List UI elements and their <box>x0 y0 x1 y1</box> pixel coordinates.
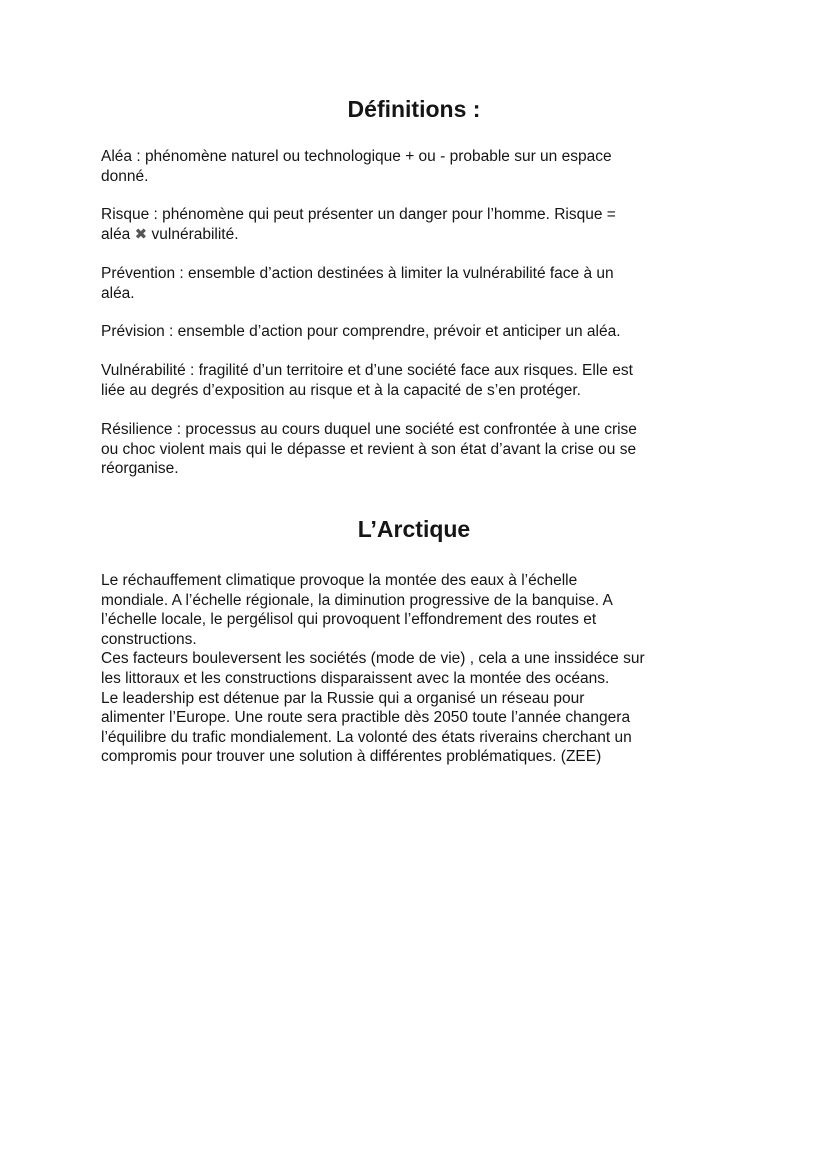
text-line: Prévision : ensemble d’action pour comprendre, prévoir et anticiper un aléa. <box>101 323 621 340</box>
text-line: Aléa : phénomène naturel ou technologique + ou - probable sur un espace <box>101 148 612 165</box>
text-line: Le leadership est détenue par la Russie qui a organisé un réseau pour <box>101 689 585 707</box>
text-line: aléa. <box>101 284 135 302</box>
text-line: Résilience : processus au cours duquel une société est confrontée à une crise <box>101 421 637 438</box>
text-line: Vulnérabilité : fragilité d’un territoire et d’une société face aux risques. Elle est <box>101 362 633 379</box>
definitions-title: Définitions : <box>347 96 481 122</box>
text-line: l’équilibre du trafic mondialement. La volonté des états riverains cherchant un <box>101 728 632 746</box>
text-line: alimenter l’Europe. Une route sera practible dès 2050 toute l’année changera <box>101 709 631 727</box>
arctique-paragraph <box>101 571 645 767</box>
text-line: donné. <box>101 167 149 185</box>
arctique-title: L’Arctique <box>357 516 471 542</box>
text-line: ou choc violent mais qui le dépasse et revient à son état d’avant la crise ou se <box>101 440 637 458</box>
text-line: Risque : phénomène qui peut présenter un danger pour l’homme. Risque = <box>101 206 616 223</box>
definition-prevention <box>101 264 614 303</box>
text-line: compromis pour trouver une solution à différentes problématiques. (ZEE) <box>101 748 602 766</box>
definition-risque <box>101 205 616 244</box>
text-fragment: vulnérabilité. <box>151 225 239 243</box>
multiply-icon: ✖ <box>134 225 148 243</box>
definition-vulnerabilite <box>101 361 633 400</box>
text-line: constructions. <box>101 630 197 648</box>
text-line: réorganise. <box>101 460 179 478</box>
text-line: Le réchauffement climatique provoque la montée des eaux à l’échelle <box>101 572 578 589</box>
text-line: l’échelle locale, le pergélisol qui provoquent l’effondrement des routes et <box>101 611 597 629</box>
text-line: les littoraux et les constructions disparaissent avec la montée des océans. <box>101 669 610 687</box>
text-line: Prévention : ensemble d’action destinées à limiter la vulnérabilité face à un <box>101 265 614 282</box>
text-line: Ces facteurs bouleversent les sociétés (mode de vie) , cela a une inssidéce sur <box>101 650 645 668</box>
text-fragment: aléa <box>101 225 131 243</box>
text-line <box>101 225 616 245</box>
definition-prevision <box>101 322 621 342</box>
definition-alea <box>101 147 612 186</box>
text-line: mondiale. A l’échelle régionale, la diminution progressive de la banquise. A <box>101 591 613 609</box>
definition-resilience <box>101 420 637 479</box>
text-line: liée au degrés d’exposition au risque et à la capacité de s’en protéger. <box>101 381 581 399</box>
